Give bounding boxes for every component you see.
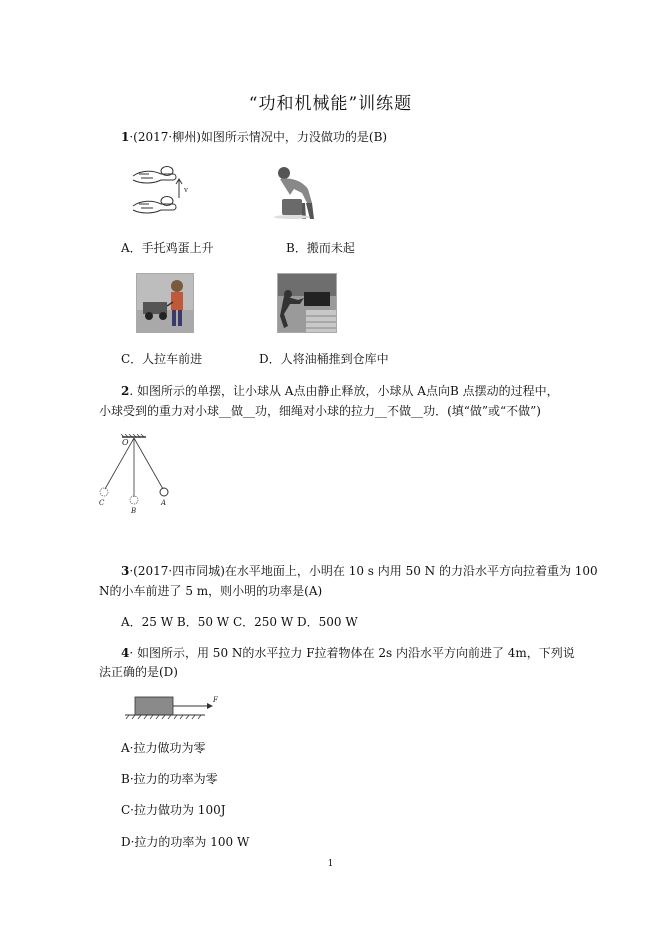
q4-line2: 法正确的是(D) xyxy=(99,665,178,679)
position-c-label: C xyxy=(99,499,105,507)
velocity-label: v xyxy=(184,186,188,194)
q1-option-c: C．人拉车前进 xyxy=(121,352,203,366)
q1-text: ·(2017·柳州)如图所示情况中，力没做功的是(B) xyxy=(129,130,388,144)
force-label: F xyxy=(213,696,218,704)
page-number: 1 xyxy=(327,859,334,869)
q2-answer-blank-1: __做__ xyxy=(219,404,256,418)
q2-line2-post: 功．(填“做”或“不做”) xyxy=(423,404,541,418)
block-pulled-by-force-figure xyxy=(123,692,223,722)
q2-number: 2 xyxy=(121,384,130,398)
q2-line2-pre: 小球受到的重力对小球 xyxy=(99,404,220,418)
q2-line2-mid: 功，细绳对小球的拉力 xyxy=(255,404,376,418)
q2-line1-text: . 如图所示的单摆，让小球从 A点由静止释放，小球从 A点向B 点摆动的过程中， xyxy=(129,384,559,398)
q2-line1 xyxy=(121,384,559,398)
q3-line1 xyxy=(121,564,598,578)
person-pushing-barrel-photo xyxy=(277,273,337,333)
q3-number: 3 xyxy=(121,564,130,578)
q3-line1-text: ·(2017·四市同城)在水平地面上，小明在 10 s 内用 50 N 的力沿水平方向拉着重为 100 xyxy=(129,564,598,578)
q1-option-d: D．人将油桶推到仓库中 xyxy=(259,352,389,366)
q1-option-a: A．手托鸡蛋上升 xyxy=(121,241,214,255)
pivot-label: O xyxy=(122,438,129,447)
position-a-label: A xyxy=(161,499,167,507)
q4-option-a: A·拉力做功为零 xyxy=(121,741,206,755)
q4-option-b: B·拉力的功率为零 xyxy=(121,772,218,786)
position-b-label: B xyxy=(131,507,137,514)
q1-number: 1 xyxy=(121,130,130,144)
q1-stem xyxy=(121,130,387,144)
q4-option-d: D·拉力的功率为 100 W xyxy=(121,835,250,849)
q4-line1 xyxy=(121,646,575,660)
q4-line1-text: · 如图所示，用 50 N的水平拉力 F拉着物体在 2s 内沿水平方向前进了 4m，下列说 xyxy=(129,646,575,660)
q3-options: A．25 W B．50 W C．250 W D．500 W xyxy=(121,615,358,629)
q2-answer-blank-2: __不做__ xyxy=(375,404,424,418)
q2-line2 xyxy=(99,404,541,418)
q3-line2: N的小车前进了 5 m，则小明的功率是(A) xyxy=(99,584,323,598)
q4-number: 4 xyxy=(121,646,130,660)
page-title: “功和机械能”训练题 xyxy=(248,94,413,114)
q1-option-b: B．搬而未起 xyxy=(286,241,355,255)
person-lifting-box-figure xyxy=(272,163,328,221)
pendulum-figure xyxy=(96,434,178,514)
person-pulling-cart-photo xyxy=(136,273,194,333)
q4-option-c: C·拉力做功为 100J xyxy=(121,803,226,817)
hand-lifting-egg-figure xyxy=(131,164,193,222)
